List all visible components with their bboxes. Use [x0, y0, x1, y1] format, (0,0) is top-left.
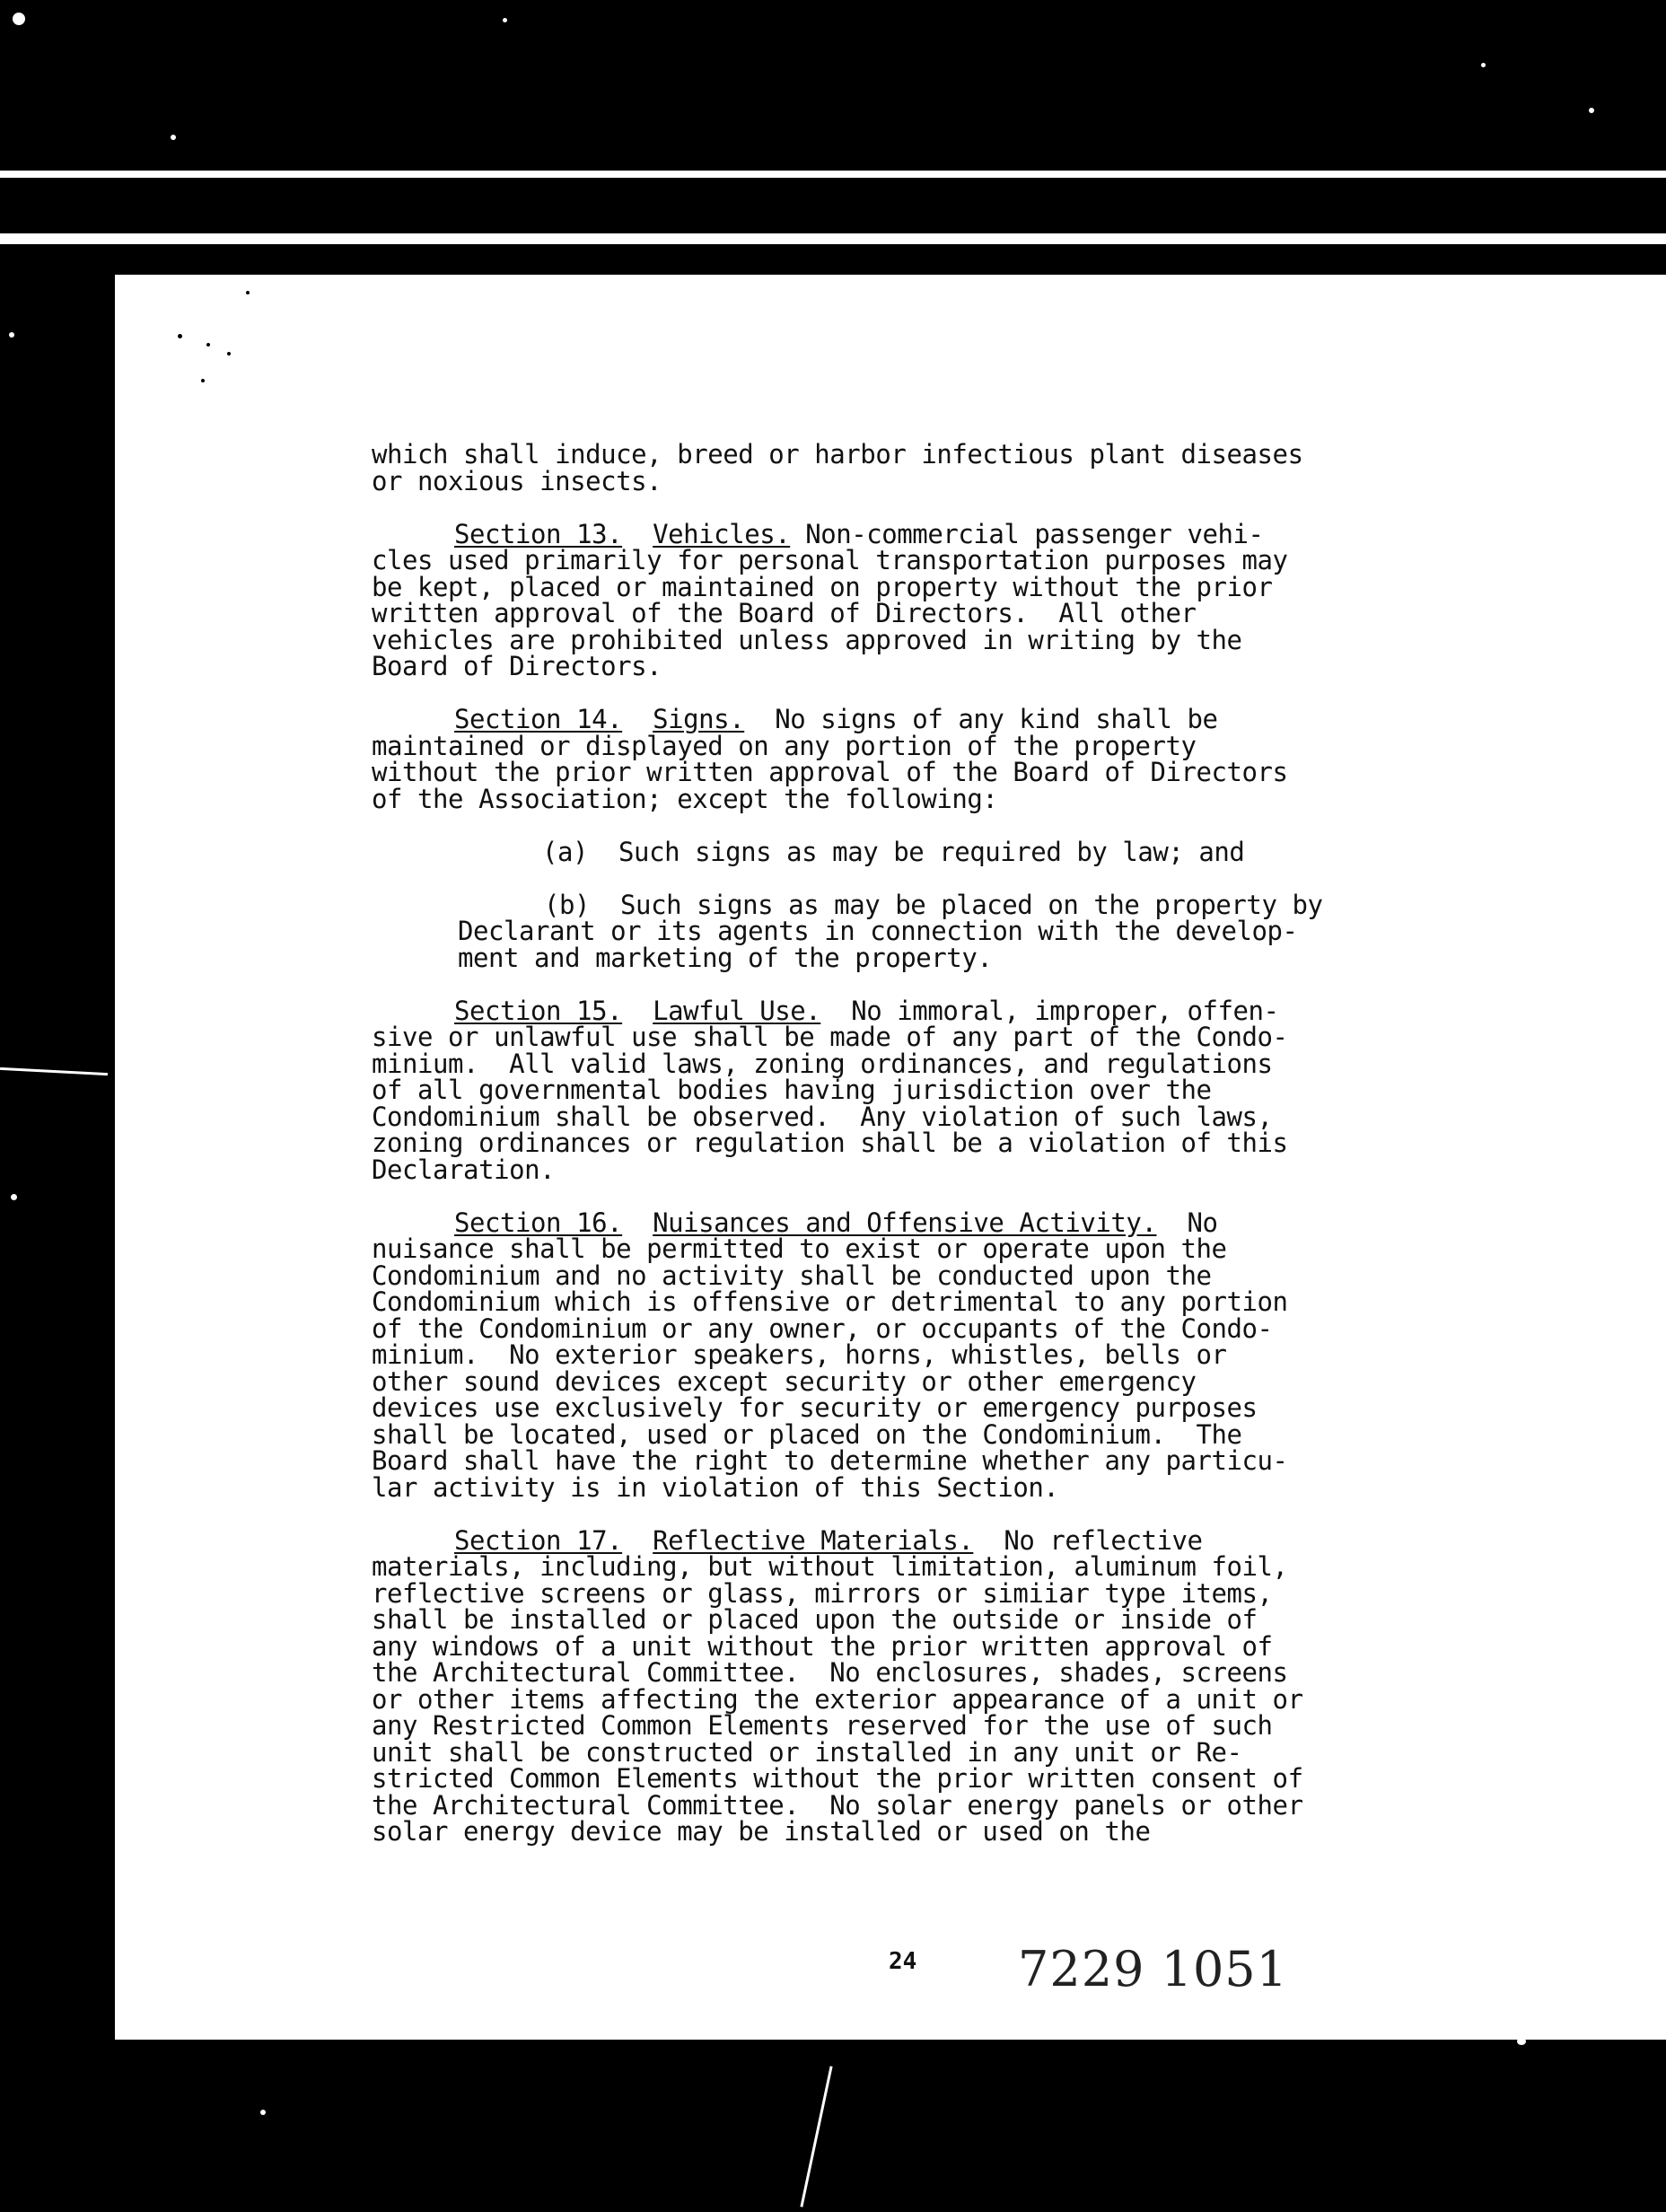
section-body: No signs of any kind shall be maintained or displayed on any portion of the property without the prior written approval of the Board of Directors of the Association; except the following:	[372, 704, 1288, 814]
document-body	[372, 439, 1413, 1872]
page-footer	[115, 1941, 1666, 2022]
scan-edge-strip	[0, 171, 1666, 178]
section-14	[372, 704, 1413, 814]
scan-speck	[201, 379, 205, 382]
scan-line-mark	[800, 2066, 832, 2207]
scan-top-band	[0, 0, 1666, 251]
section-title: Reflective Materials.	[653, 1524, 974, 1556]
section-body: No immoral, improper, offen- sive or unlawful use shall be made of any part of the Condo- minium. All valid laws, zoning ordinances, and regulations of all governmental bodies having jurisdiction over the Condominium shall be observed. Any violation of such laws, zoning ordinances or regulation shall be a violation of this Declaration.	[372, 995, 1288, 1185]
section-title: Vehicles.	[653, 518, 791, 549]
scan-speck	[246, 291, 250, 294]
section-number: Section 15.	[454, 995, 623, 1026]
scan-speck	[206, 343, 210, 347]
section-title: Nuisances and Offensive Activity.	[653, 1207, 1157, 1238]
section-title: Lawful Use.	[653, 995, 821, 1026]
scan-line-mark	[0, 1067, 108, 1075]
section-number: Section 17.	[454, 1524, 623, 1556]
section-body: Non-commercial passenger vehi- cles used primarily for personal transportation purposes may be kept, placed or maintained on property without the prior written approval of the Board of Directors. All other vehicles are prohibited unless approved in writing by the Board of Directors.	[372, 518, 1288, 681]
section-number: Section 16.	[454, 1207, 623, 1238]
section-title: Signs.	[653, 704, 745, 734]
section-body: No nuisance shall be permitted to exist or operate upon the Condominium and no activity shall be conducted upon the Condominium which is offensive or detrimental to any portion of the Condominium or any owner, or occupants of the Condo- minium. No exterior speakers, horns, whistles, bells or other sound devices except security or other emergency devices use exclusively for security or emergency purposes shall be located, used or placed on the Condominium. The Board shall have the right to determine whether any particu- lar activity is in violation of this Section.	[372, 1207, 1288, 1503]
scan-edge-strip	[0, 233, 1666, 244]
scan-speck	[9, 332, 14, 338]
section-number: Section 14.	[454, 704, 623, 734]
scan-speck	[1481, 63, 1486, 67]
document-page	[115, 275, 1666, 2040]
section-17	[372, 1524, 1413, 1847]
list-item-b: (b) Such signs as may be placed on the property by Declarant or its agents in connection with the develop- ment and marketing of the property.	[458, 889, 1323, 973]
intro-paragraph: which shall induce, breed or harbor infectious plant diseases or noxious insects.	[372, 439, 1303, 496]
section-15	[372, 995, 1413, 1185]
scan-speck	[171, 135, 176, 140]
section-number: Section 13.	[454, 518, 623, 549]
scan-speck	[13, 13, 25, 25]
scan-speck	[503, 18, 507, 22]
page-number: 24	[889, 1948, 917, 1975]
section-13	[372, 518, 1413, 681]
scan-speck	[260, 2110, 266, 2115]
section-16	[372, 1207, 1413, 1503]
scan-speck	[1589, 108, 1594, 113]
scan-speck	[11, 1194, 17, 1200]
record-stamp: 7229 1051	[1018, 1941, 1289, 1997]
section-body: No reflective materials, including, but without limitation, aluminum foil, reflective screens or glass, mirrors or simiiar type items, shall be installed or placed upon the outside or inside of any windows of a unit without the prior written approval of the Architectural Committee. No enclosures, shades, screens or other items affecting the exterior appearance of a unit or any Restricted Common Elements reserved for the use of such unit shall be constructed or installed in any unit or Re- stricted Common Elements without the prior written consent of the Architectural Committee. No solar energy panels or other solar energy device may be installed or used on the	[372, 1524, 1303, 1847]
scan-speck	[178, 334, 182, 338]
scan-speck	[227, 352, 231, 356]
list-item-a: (a) Such signs as may be required by law; and	[542, 836, 1245, 867]
